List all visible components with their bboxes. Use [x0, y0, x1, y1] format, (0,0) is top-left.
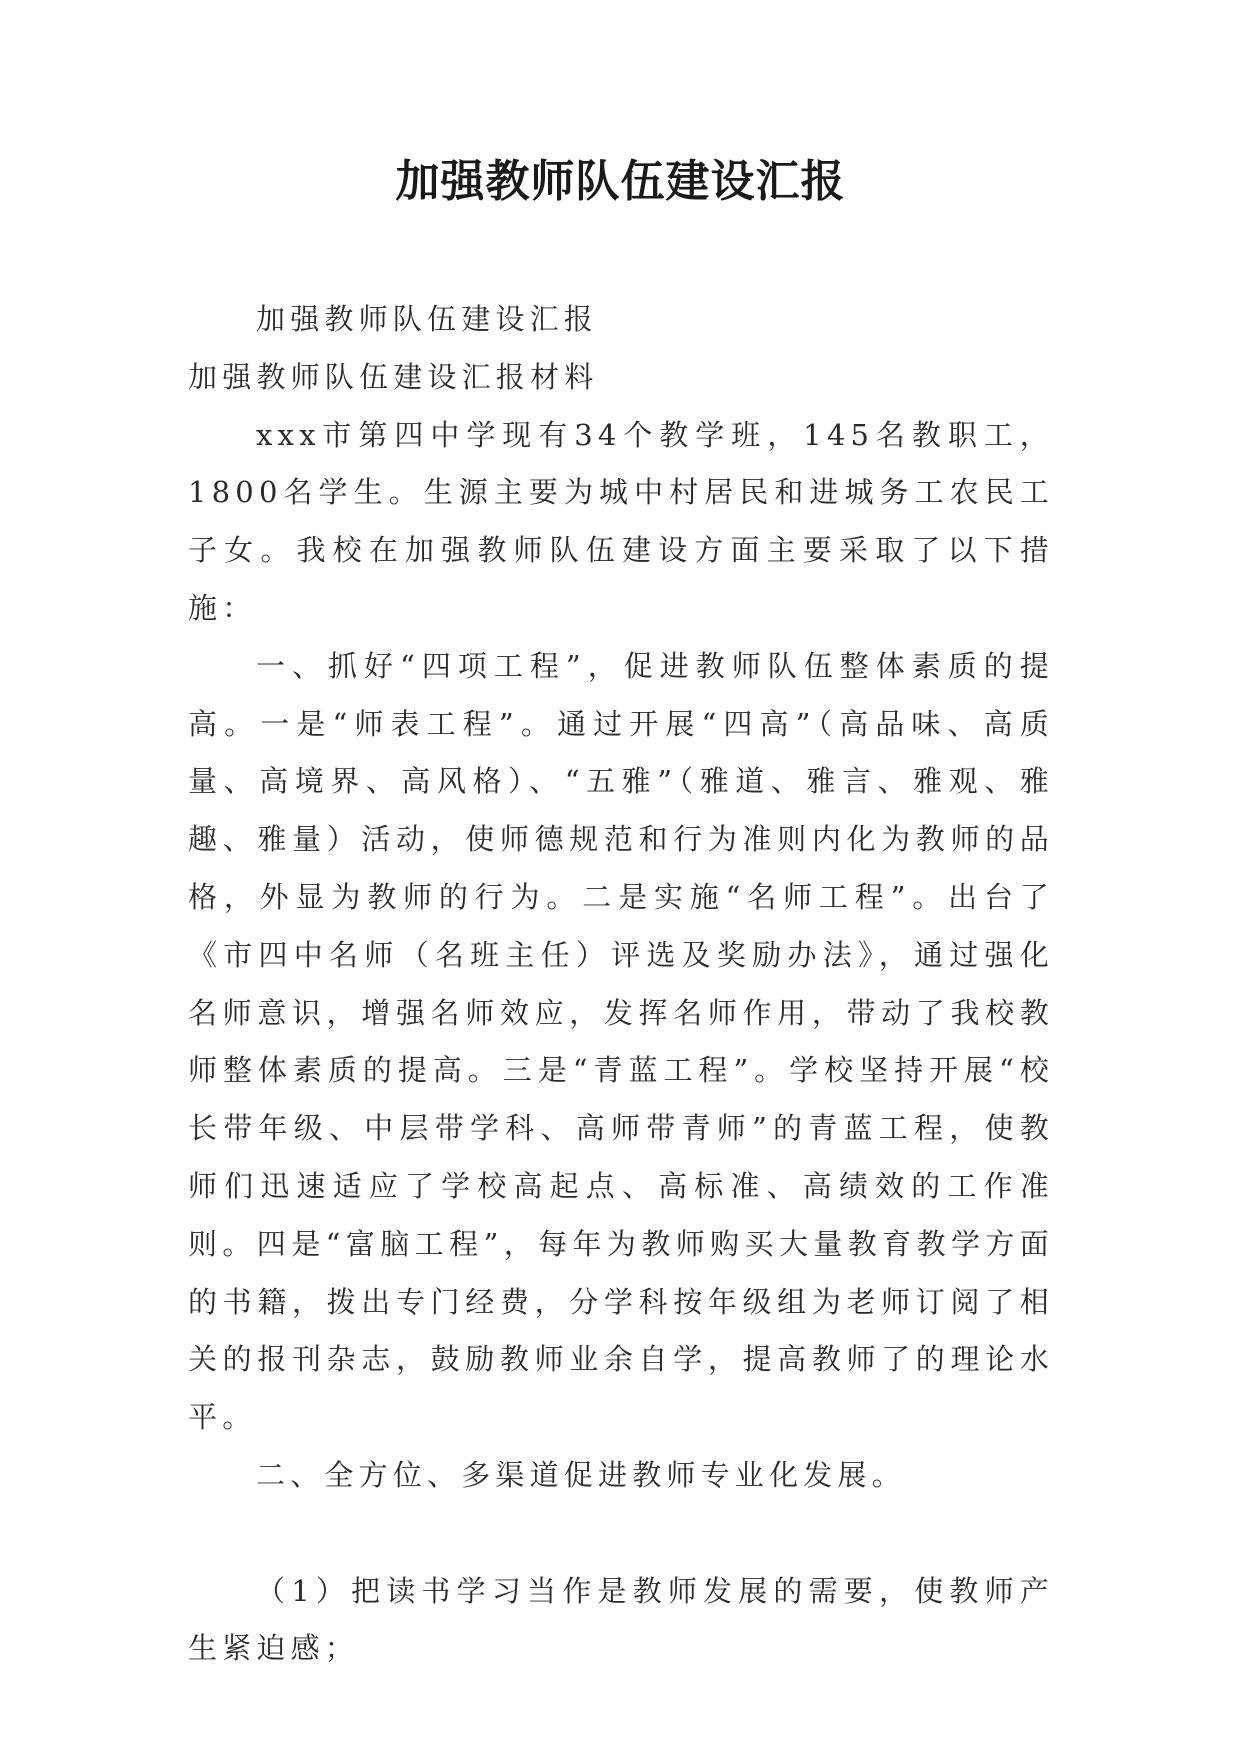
document-title: 加强教师队伍建设汇报 [395, 156, 846, 207]
paragraph-heading: 加强教师队伍建设汇报 [256, 302, 599, 336]
paragraph-subheading: 加强教师队伍建设汇报材料 [188, 359, 599, 394]
paragraph-section-one: 一、抓好“四项工程”，促进教师队伍整体素质的提高。一是“师表工程”。通过开展“四高”（高品味、高质量、高境界、高风格）、“五雅”（雅道、雅言、雅观、雅趣、雅量）活动，使师德规范和行为准则内化为教师的品格，外显为教师的行为。二是实施“名师工程”。出台了《市四中名师（名班主任）评选及奖励办法》，通过强化名师意识，增强名师效应，发挥名师作用，带动了我校教师整体素质的提高。三是“青蓝工程”。学校坚持开展“校长带年级、中层带学科、高师带青师”的青蓝工程，使教师们迅速适应了学校高起点、高标准、高绩效的工作准则。四是“富脑工程”，每年为教师购买大量教育教学方面的书籍，拨出专门经费，分学科按年级组为老师订阅了相关的报刊杂志，鼓励教师业余自学，提高教师了的理论水平。 [188, 648, 1054, 1435]
document-body [188, 291, 1054, 1678]
paragraph-item-one: （1）把读书学习当作是教师发展的需要，使教师产生紧迫感； [188, 1573, 1054, 1666]
paragraph-intro: xxx市第四中学现有34个教学班，145名教职工，1800名学生。生源主要为城中村居民和进城务工农民工子女。我校在加强教师队伍建设方面主要采取了以下措施： [188, 417, 1054, 625]
paragraph-section-two: 二、全方位、多渠道促进教师专业化发展。 [256, 1457, 906, 1492]
